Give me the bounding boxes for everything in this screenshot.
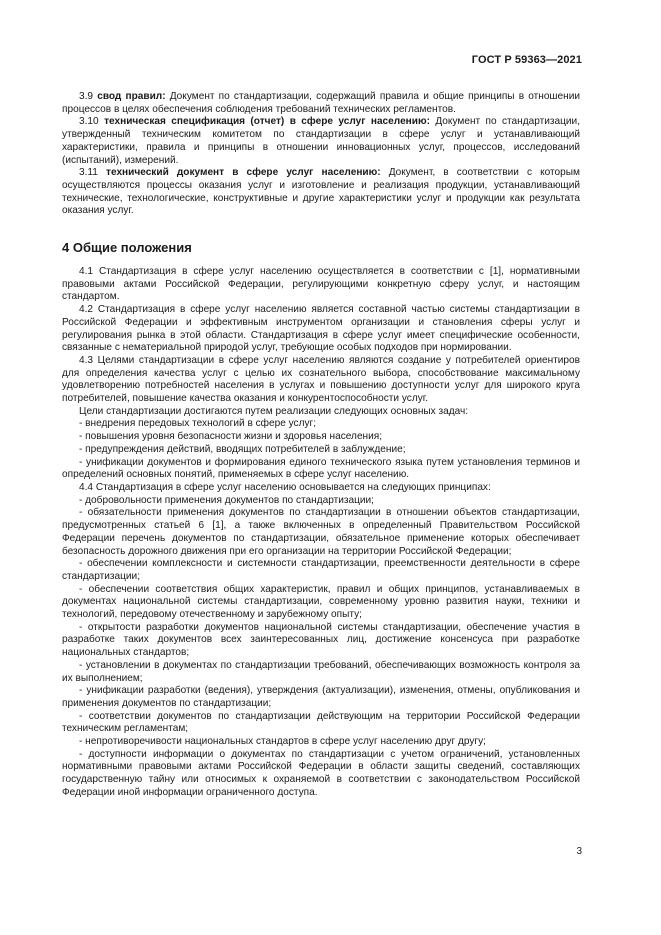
list-item: - непротиворечивости национальных стандартов в сфере услуг населению друг другу; xyxy=(79,736,486,748)
paragraph-4-4: 4.4 Стандартизация в сфере услуг населению основывается на следующих принципах: xyxy=(79,481,491,493)
list-item: - доступности информации о документах по стандартизации с учетом ограничений, установленных нормативными правовыми актами Российской Федерации в области защиты сведений, составляющих государственную тайну или относимых к охраняемой в соответствии с законодательством Российской Федерации иной информации ограниченного доступа. xyxy=(62,748,580,798)
document-code: ГОСТ Р 59363—2021 xyxy=(471,54,582,66)
list-item: - добровольности применения документов по стандартизации; xyxy=(79,494,374,506)
paragraph-4-2: 4.2 Стандартизация в сфере услуг населению является составной частью системы стандартизации в Российской Федерации и эффективным инструментом организации и становления сферы услуг и регулирования рынка в этой области. Стандартизация в сфере услуг имеет специфические особенности, связанные с нематериальной природой услуг, требующие особых подходов при нормировании. xyxy=(62,304,580,354)
list-item: - обеспечении соответствия общих характеристик, правил и общих принципов, устанавливаемых в документах национальной системы стандартизации, современному уровню развития науки, техники и технологий, передовому отечественному и зарубежному опыту; xyxy=(62,583,580,621)
list-item: - открытости разработки документов национальной системы стандартизации, обеспечение участия в разработке таких документов всех заинтересованных лиц, достижение консенсуса при разработке национальных стандартов; xyxy=(62,621,580,659)
list-item: - предупреждения действий, вводящих потребителей в заблуждение; xyxy=(79,443,406,455)
list-item: - унификации документов и формирования единого технического языка путем установления терминов и определений основных понятий, применяемых в сфере услуг населению. xyxy=(62,456,580,481)
term: свод правил: xyxy=(97,91,166,102)
term: технический документ в сфере услуг населению: xyxy=(106,167,381,179)
list-item: - обязательности применения документов по стандартизации в отношении объектов стандартизации, предусмотренных статьей 6 [1], а также включенных в определенный Правительством Российской Федерации перечень документов по стандартизации, обязательное применение которых обеспечивает безопасность дорожного движения при его организации на территории Российской Федерации; xyxy=(62,507,580,557)
document-body xyxy=(62,91,580,800)
list-item: - повышения уровня безопасности жизни и здоровья населения; xyxy=(79,431,383,443)
definition-3-11: 3.11 технический документ в сфере услуг населению: Документ, в соответствии с которым осуществляются процессы оказания услуг и изготовление и реализация продукции, устанавливающий технические, технологические, конструктивные и другие характеристики услуг и продукции как результата оказания услуг. xyxy=(62,167,580,217)
term: техническая спецификация (отчет) в сфере услуг населению: xyxy=(104,116,430,128)
paragraph-4-3: 4.3 Целями стандартизации в сфере услуг населению являются создание у потребителей ориентиров для определения качества услуг с целью их сознательного выбора, способствование максимальному удовлетворению потребностей населения в услугах и повышению доступности услуг для широкого круга потребителей, повышение качества оказания и конкурентоспособности услуг. xyxy=(62,354,580,405)
section-heading: 4 Общие положения xyxy=(62,240,192,256)
definition-3-10: 3.10 техническая спецификация (отчет) в сфере услуг населению: Документ по стандартизации, утвержденный техническим комитетом по стандартизации в сфере услуг и устанавливающий характеристики, правила и принципы в отношении инновационных услуг, процессов, исследований (испытаний), измерений. xyxy=(62,116,581,166)
list-item: - обеспечении комплексности и системности стандартизации, преемственности деятельности в сфере стандартизации; xyxy=(62,558,580,582)
paragraph-4-1: 4.1 Стандартизация в сфере услуг населению осуществляется в соответствии с [1], нормативными правовыми актами Российской Федерации, регулирующими конкретную сферу услуг, и настоящим стандартом. xyxy=(62,266,580,303)
list-item: - соответствии документов по стандартизации действующим на территории Российской Федерации техническим регламентам; xyxy=(62,710,580,735)
list-item: - установлении в документах по стандартизации требований, обеспечивающих возможность контроля за их выполнением; xyxy=(62,659,580,684)
definition-3-9: 3.9 свод правил: Документ по стандартизации, содержащий правила и общие принципы в отношении процессов в целях обеспечения соблюдения требований технических регламентов. xyxy=(62,91,580,115)
page-number: 3 xyxy=(576,846,582,857)
goals-intro: Цели стандартизации достигаются путем реализации следующих основных задач: xyxy=(79,405,469,417)
list-item: - унификации разработки (ведения), утверждения (актуализации), изменения, отмены, опубликования и применения документов по стандартизации; xyxy=(62,685,580,709)
list-item: - внедрения передовых технологий в сфере услуг; xyxy=(79,418,317,430)
